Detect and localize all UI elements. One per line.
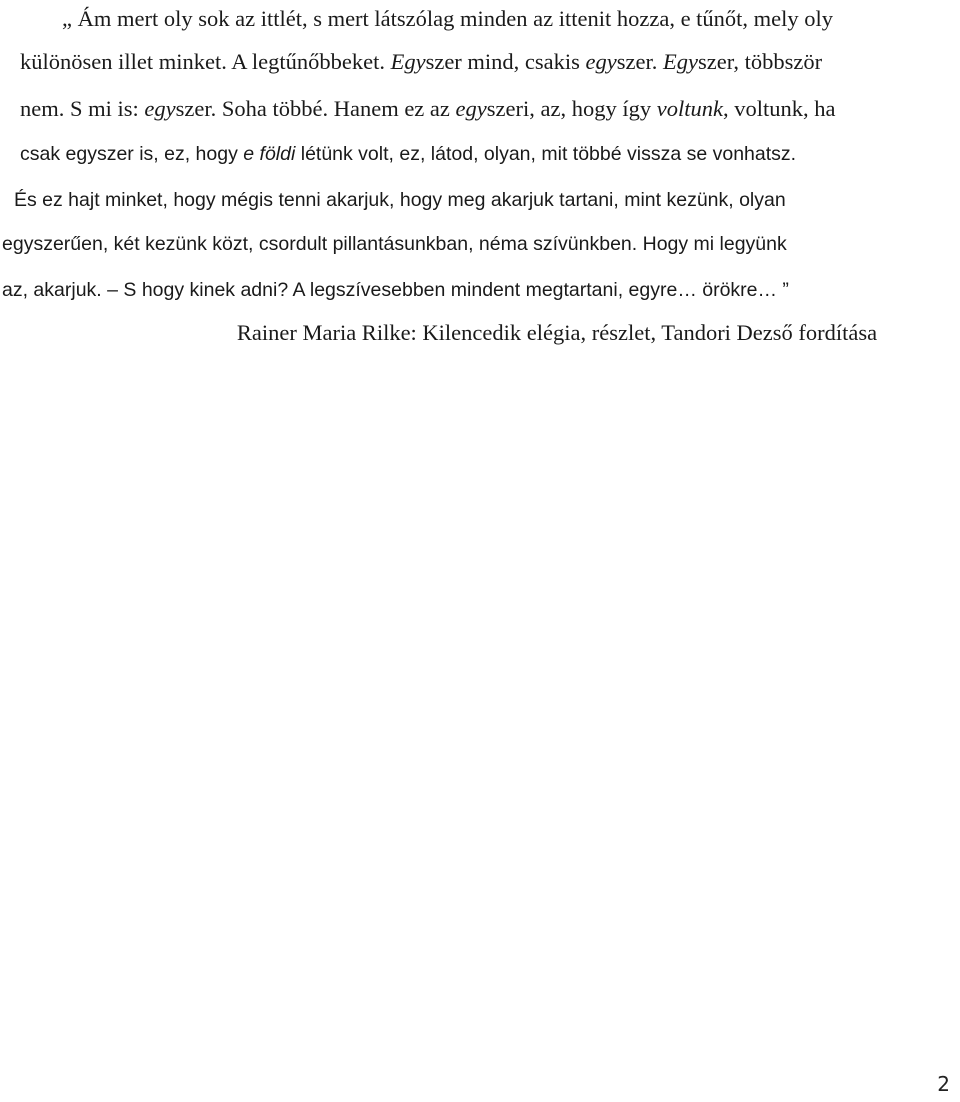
text-line-1: „ Ám mert oly sok az ittlét, s mert látszólag minden az ittenit hozza, e tűnőt, mely oly — [62, 6, 834, 31]
text-line-6: egyszerűen, két kezünk közt, csordult pillantásunkban, néma szívünkben. Hogy mi legyünk — [2, 233, 787, 255]
page-number: 2 — [937, 1072, 950, 1096]
text-line-5: És ez hajt minket, hogy mégis tenni akarjuk, hogy meg akarjuk tartani, mint kezünk, olyan — [14, 189, 786, 211]
text-line-7: az, akarjuk. – S hogy kinek adni? A legszívesebben mindent megtartani, egyre… örökre… ” — [2, 279, 789, 301]
text-line-3: nem. S mi is: egyszer. Soha többé. Hanem ez az egyszeri, az, hogy így voltunk, voltunk, ha — [20, 96, 836, 121]
text-line-4: csak egyszer is, ez, hogy e földi létünk volt, ez, látod, olyan, mit többé vissza se vonhatsz. — [20, 143, 797, 165]
text-line-2: különösen illet minket. A legtűnőbbeket. Egyszer mind, csakis egyszer. Egyszer, többször — [20, 49, 823, 74]
attribution: Rainer Maria Rilke: Kilencedik elégia, részlet, Tandori Dezső fordítása — [236, 320, 878, 345]
